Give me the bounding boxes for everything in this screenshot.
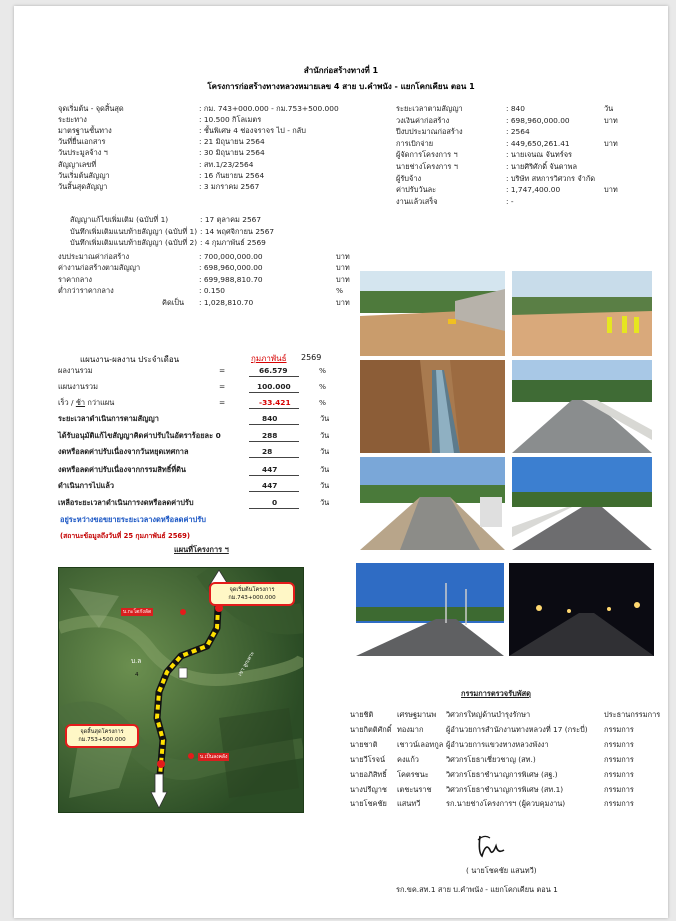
member-role: กรรมการ	[604, 784, 634, 794]
detail-label: มาตรฐานชั้นทาง	[58, 126, 112, 136]
member-position: วิศวกรโยธาชำนาญการพิเศษ (สท.1)	[446, 784, 564, 794]
place-label-top: บ.กะโตกังลัด	[123, 609, 152, 615]
member-role: กรรมการ	[604, 754, 634, 764]
detail-value: : 449,650,261.41	[506, 138, 570, 148]
detail-value: : 16 กันยายน 2564	[199, 170, 265, 180]
detail-value: : นายเจนณ จันทร์จร	[506, 150, 573, 160]
time-underline	[249, 424, 299, 425]
member-role: กรรมการ	[604, 739, 634, 749]
plan-progress-unit: %	[319, 382, 327, 391]
budget-value: : 1,028,810.70	[199, 297, 254, 307]
map-title: แผนที่โครงการ ฯ	[174, 545, 229, 554]
place-marker-icon	[188, 753, 194, 759]
detail-label: ผู้จัดการโครงการ ฯ	[396, 150, 458, 160]
actual-progress-value: 66.579	[259, 366, 288, 375]
member-first-name: นางปรีญาช	[350, 784, 387, 794]
progress-month: กุมภาพันธ์	[251, 354, 287, 363]
member-first-name: นายชิติ	[350, 710, 374, 719]
progress-underline	[249, 376, 299, 377]
detail-unit: บาท	[604, 185, 618, 195]
place-label-mid: บ.ล	[131, 657, 142, 665]
photo-concrete-pour	[360, 457, 505, 550]
time-unit: วัน	[320, 481, 330, 490]
actual-progress-unit: %	[319, 366, 327, 375]
end-callout	[65, 724, 139, 748]
office-title: สำนักก่อสร้างทางที่ 1	[303, 66, 379, 75]
variance-eq: =	[219, 398, 226, 407]
time-underline	[249, 508, 299, 509]
detail-label: ระยะทาง	[58, 115, 87, 125]
member-position: ผู้อำนวยการแขวงทางหลวงพังงา	[446, 739, 549, 749]
member-last-name: แสนทวี	[397, 799, 421, 809]
member-first-name: นายกิตติศักดิ์	[350, 724, 392, 734]
detail-unit: บาท	[604, 115, 618, 125]
detail-value: : ชั้นพิเศษ 4 ช่องจราจร ไป - กลับ	[199, 126, 306, 136]
detail-label: ผู้รับจ้าง	[396, 173, 422, 183]
detail-unit: วัน	[604, 104, 614, 113]
end-pin-icon	[157, 760, 165, 768]
variance-label: เร็ว / ช้า กว่าแผน	[58, 398, 115, 407]
extension-note: อยู่ระหว่างขอขยายระยะเวลางดหรือลดค่าปรับ	[60, 515, 206, 524]
detail-label: วันประมูลจ้าง ฯ	[58, 148, 108, 158]
detail-label: ระยะเวลาตามสัญญา	[396, 104, 463, 113]
detail-value: : 1,747,400.00	[506, 185, 561, 195]
project-map	[58, 567, 304, 813]
detail-label: วันสิ้นสุดสัญญา	[58, 181, 108, 191]
member-position: ผู้อำนวยการสำนักงานทางหลวงที่ 17 (กระบี่)	[446, 724, 588, 734]
time-label: งดหรือลดค่าปรับเนื่องจากกรรมสิทธิ์ที่ดิน	[58, 465, 186, 474]
member-last-name: โคตรชนะ	[397, 769, 429, 779]
member-first-name: นายชาติ	[350, 739, 378, 749]
document-page	[14, 6, 668, 918]
detail-label: งานแล้วเสร็จ	[396, 196, 438, 206]
detail-label: ปีงบประมาณก่อสร้าง	[396, 127, 463, 137]
progress-year: 2569	[301, 353, 322, 362]
actual-progress-eq: =	[219, 366, 226, 375]
detail-label: วันที่ยื่นเอกสาร	[58, 137, 106, 147]
budget-label: งบประมาณค่าก่อสร้าง	[58, 252, 130, 261]
time-label: งดหรือลดค่าปรับเนื่องจากวันหยุดเทศกาล	[58, 447, 189, 456]
progress-heading: แผนงาน-ผลงาน ประจำเดือน	[80, 355, 180, 364]
detail-label: สัญญาเลขที่	[58, 159, 97, 169]
time-value: 288	[262, 431, 278, 440]
budget-unit: บาท	[336, 274, 350, 284]
time-underline	[249, 475, 299, 476]
place-label-right: เขา ลูกเพาะ	[237, 650, 256, 678]
photo-road-clearing	[360, 271, 505, 356]
time-value: 0	[272, 498, 278, 507]
signature-name: ( นายโชคชัย แสนทวี)	[466, 866, 537, 875]
budget-label: ค่างานก่อสร้างตามสัญญา	[58, 263, 141, 273]
amendment-label: บันทึกเพิ่มเติมแนบท้ายสัญญา (ฉบับที่ 2)	[70, 238, 198, 248]
time-value: 447	[262, 465, 278, 474]
amendment-label: บันทึกเพิ่มเติมแนบท้ายสัญญา (ฉบับที่ 1)	[70, 226, 198, 236]
data-as-of: (สถานะข้อมูลถึงวันที่ 25 กุมภาพันธ์ 2569)	[60, 532, 190, 540]
budget-unit: บาท	[336, 297, 350, 307]
plan-underline	[249, 392, 299, 393]
plan-progress-eq: =	[219, 382, 226, 391]
start-km: กม.743+000.000	[228, 595, 276, 601]
detail-label: นายช่างโครงการ ฯ	[396, 162, 458, 171]
member-last-name: คงแก้ว	[397, 754, 419, 764]
end-km: กม.753+500.000	[78, 737, 126, 743]
variance-underline	[249, 408, 299, 409]
budget-value: : 0.150	[199, 286, 225, 296]
start-label: จุดเริ่มต้นโครงการ	[229, 587, 275, 593]
time-label: ได้รับอนุมัติแก้ไขสัญญาคิดค่าปรับในอัตราร้อยละ 0	[58, 431, 221, 440]
actual-progress-label: ผลงานรวม	[58, 366, 93, 375]
budget-unit: บาท	[336, 263, 350, 273]
time-value: 447	[262, 481, 278, 490]
member-position: วิศวกรโยธาชำนาญการพิเศษ (สฐ.)	[446, 769, 558, 779]
member-position: วิศวกรโยธาเชี่ยวชาญ (สท.)	[446, 754, 536, 764]
budget-label: ต่ำกว่าราคากลาง	[58, 286, 114, 296]
budget-label: ราคากลาง	[58, 274, 92, 284]
budget-value: : 698,960,000.00	[199, 263, 263, 273]
amendment-value: : 14 พฤศจิกายน 2567	[200, 226, 275, 236]
start-callout	[209, 582, 295, 606]
signature-mark	[474, 832, 510, 860]
amendment-value: : 4 กุมภาพันธ์ 2569	[200, 238, 266, 248]
member-first-name: นายวีโรจน์	[350, 754, 386, 764]
detail-value: : กม. 743+000.000 - กม.753+500.000	[199, 104, 339, 113]
member-last-name: เศรษฐมานพ	[397, 710, 437, 719]
photo-night-road	[509, 563, 654, 656]
member-role: ประธานกรรมการ	[604, 710, 661, 719]
member-first-name: นายอภิสิทธิ์	[350, 769, 387, 779]
time-unit: วัน	[320, 431, 330, 440]
route-shield-number: 4	[135, 672, 139, 678]
budget-unit: %	[336, 286, 344, 296]
budget-unit: บาท	[336, 252, 350, 261]
photo-drainage-pipe	[360, 360, 505, 453]
member-position: วิศวกรใหญ่ด้านบำรุงรักษา	[446, 710, 531, 719]
amendment-label: สัญญาแก้ไขเพิ่มเติม (ฉบับที่ 1)	[70, 215, 169, 224]
time-unit: วัน	[320, 498, 330, 507]
detail-value: : 698,960,000.00	[506, 115, 570, 125]
detail-value: : 21 มิถุนายน 2564	[199, 137, 265, 147]
time-label: ระยะเวลาดำเนินการตามสัญญา	[58, 414, 159, 423]
detail-value: : 2564	[506, 127, 530, 137]
detail-value: : บริษัท สหการวิศวกร จำกัด	[506, 173, 596, 183]
member-first-name: นายโชคชัย	[350, 799, 387, 809]
photo-finished-road	[512, 457, 652, 550]
place-label-bottom: บ.เป็นลงคลัง	[200, 754, 228, 760]
project-title: โครงการก่อสร้างทางหลวงหมายเลข 4 สาย บ.คำพนัง - แยกโคกเคียน ตอน 1	[207, 82, 475, 91]
member-position: รก.นายช่างโครงการฯ (ผู้ควบคุมงาน)	[446, 799, 566, 809]
budget-value: : 699,988,810.70	[199, 274, 263, 284]
photo-road-barrier	[512, 360, 652, 453]
detail-label: วันเริ่มต้นสัญญา	[58, 170, 110, 180]
member-last-name: ทองมาก	[397, 724, 424, 734]
detail-value: : 30 มิถุนายน 2564	[199, 148, 265, 158]
detail-label: การเบิกจ่าย	[396, 138, 434, 148]
variance-value: -33.421	[259, 398, 291, 407]
time-unit: วัน	[320, 465, 330, 474]
time-label: ดำเนินการไปแล้ว	[58, 481, 115, 490]
plan-progress-value: 100.000	[257, 382, 291, 391]
time-value: 840	[262, 414, 278, 423]
detail-label: ค่าปรับวันละ	[396, 185, 437, 195]
detail-value: : นายศิริศักดิ์ จันดาพล	[506, 162, 578, 171]
time-value: 28	[262, 447, 273, 456]
time-unit: วัน	[320, 414, 330, 423]
variance-unit: %	[319, 398, 327, 407]
amendment-value: : 17 ตุลาคม 2567	[200, 215, 262, 224]
detail-label: วงเงินค่าก่อสร้าง	[396, 115, 450, 125]
detail-value: : สท.1/23/2564	[199, 159, 254, 169]
detail-label: จุดเริ่มต้น - จุดสิ้นสุด	[58, 104, 124, 113]
detail-unit: บาท	[604, 138, 618, 148]
end-label: จุดสิ้นสุดโครงการ	[80, 729, 124, 735]
signature-position: รก.ขค.สท.1 สาย บ.คำพนัง - แยกโคกเคียน ตอน 1	[396, 885, 558, 894]
time-underline	[249, 457, 299, 458]
member-role: กรรมการ	[604, 799, 634, 809]
place-marker-icon	[180, 609, 186, 615]
route-shield-icon	[179, 668, 187, 678]
budget-label: คิดเป็น	[162, 297, 185, 307]
member-last-name: เตชะนราช	[397, 784, 432, 794]
member-last-name: เชาวน์เลอทกูล	[397, 739, 444, 749]
photo-workers	[512, 271, 652, 356]
time-underline	[249, 441, 299, 442]
detail-value: : 3 มกราคม 2567	[199, 181, 260, 191]
time-underline	[249, 491, 299, 492]
budget-value: : 700,000,000.00	[199, 252, 263, 261]
detail-value: : 10.500 กิโลเมตร	[199, 115, 262, 125]
detail-value: : -	[506, 196, 514, 206]
plan-progress-label: แผนงานรวม	[58, 382, 98, 391]
detail-value: : 840	[506, 104, 525, 113]
committee-title: กรรมการตรวจรับพัสดุ	[461, 689, 531, 698]
time-label: เหลือระยะเวลาดำเนินการงดหรือลดค่าปรับ	[58, 498, 194, 507]
photo-road-streetlights	[356, 563, 504, 656]
member-role: กรรมการ	[604, 769, 634, 779]
member-role: กรรมการ	[604, 724, 634, 734]
time-unit: วัน	[320, 447, 330, 456]
